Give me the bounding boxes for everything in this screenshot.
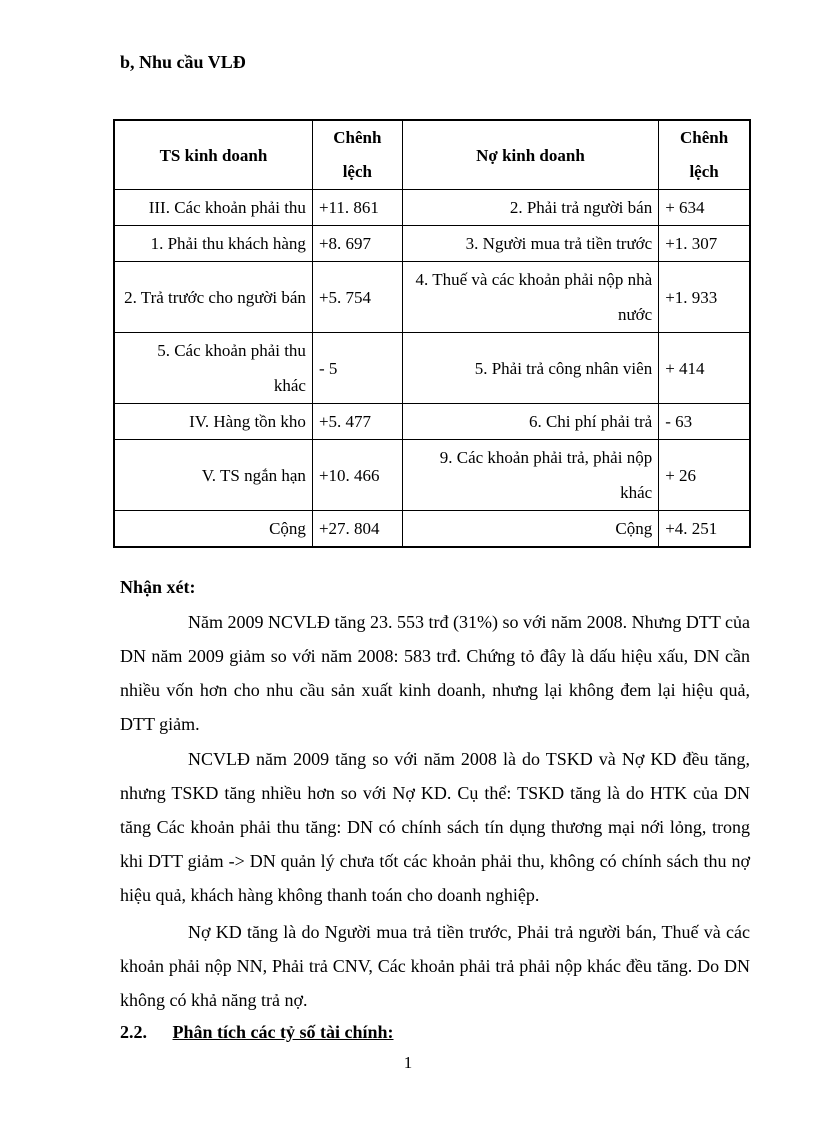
liability-change: + 414 [659,333,750,404]
asset-change: +11. 861 [312,190,402,226]
remarks-title: Nhận xét: [120,577,196,597]
liability-item: 5. Phải trả công nhân viên [402,333,658,404]
header-no-kinh-doanh: Nợ kinh doanh [402,120,658,190]
asset-total-label: Cộng [114,511,312,548]
liability-item: 4. Thuế và các khoản phải nộp nhà nước [402,262,658,333]
liability-change: + 634 [659,190,750,226]
page-number: 1 [403,1053,413,1072]
table-row [114,226,750,262]
liability-total-label: Cộng [402,511,658,548]
working-capital-table [113,119,751,548]
asset-item: 1. Phải thu khách hàng [114,226,312,262]
liability-change: + 26 [659,440,750,511]
table-row [114,440,750,511]
table-header-row [114,120,750,190]
section-title: Phân tích các tỷ số tài chính: [172,1022,394,1042]
asset-change: +10. 466 [312,440,402,511]
liability-total-value: +4. 251 [659,511,750,548]
asset-item: 5. Các khoản phải thu khác [114,333,312,404]
asset-change: +8. 697 [312,226,402,262]
header-chenh-lech-2: Chênh lệch [659,120,750,190]
liability-change: - 63 [659,404,750,440]
paragraph-2: NCVLĐ năm 2009 tăng so với năm 2008 là do TSKD và Nợ KD đều tăng, nhưng TSKD tăng nhiều hơn so với Nợ KD. Cụ thể: TSKD tăng là do HTK của DN tăng Các khoản phải thu tăng: DN có chính sách tín dụng thương mại nới lỏng, trong khi DTT giảm -> DN quản lý chưa tốt các khoản phải thu, không có chính sách thu nợ hiệu quả, khách hàng không thanh toán cho doanh nghiệp. [120,749,750,905]
header-chenh-lech-1: Chênh lệch [312,120,402,190]
asset-item: III. Các khoản phải thu [114,190,312,226]
asset-change: +5. 477 [312,404,402,440]
next-section-heading [120,1022,394,1043]
liability-item: 2. Phải trả người bán [402,190,658,226]
paragraph-3: Nợ KD tăng là do Người mua trả tiền trước, Phải trả người bán, Thuế và các khoản phải nộp NN, Phải trả CNV, Các khoản phải trả phải nộp khác đều tăng. Do DN không có khả năng trả nợ. [120,922,750,1010]
table-row [114,333,750,404]
liability-item: 9. Các khoản phải trả, phải nộp khác [402,440,658,511]
liability-change: +1. 933 [659,262,750,333]
section-number: 2.2. [120,1022,147,1042]
asset-item: IV. Hàng tồn kho [114,404,312,440]
asset-change: - 5 [312,333,402,404]
paragraph-1: Năm 2009 NCVLĐ tăng 23. 553 trđ (31%) so với năm 2008. Nhưng DTT của DN năm 2009 giảm so với năm 2008: 583 trđ. Chứng tỏ đây là dấu hiệu xấu, DN cần nhiều vốn hơn cho nhu cầu sản xuất kinh doanh, nhưng lại không đem lại hiệu quả, DTT giảm. [120,612,750,734]
liability-change: +1. 307 [659,226,750,262]
section-heading: b, Nhu cầu VLĐ [120,52,246,72]
asset-change: +5. 754 [312,262,402,333]
header-ts-kinh-doanh: TS kinh doanh [114,120,312,190]
table-row [114,190,750,226]
asset-item: V. TS ngắn hạn [114,440,312,511]
table-row [114,404,750,440]
asset-total-value: +27. 804 [312,511,402,548]
liability-item: 3. Người mua trả tiền trước [402,226,658,262]
asset-item: 2. Trả trước cho người bán [114,262,312,333]
table-total-row [114,511,750,548]
table-row [114,262,750,333]
liability-item: 6. Chi phí phải trả [402,404,658,440]
